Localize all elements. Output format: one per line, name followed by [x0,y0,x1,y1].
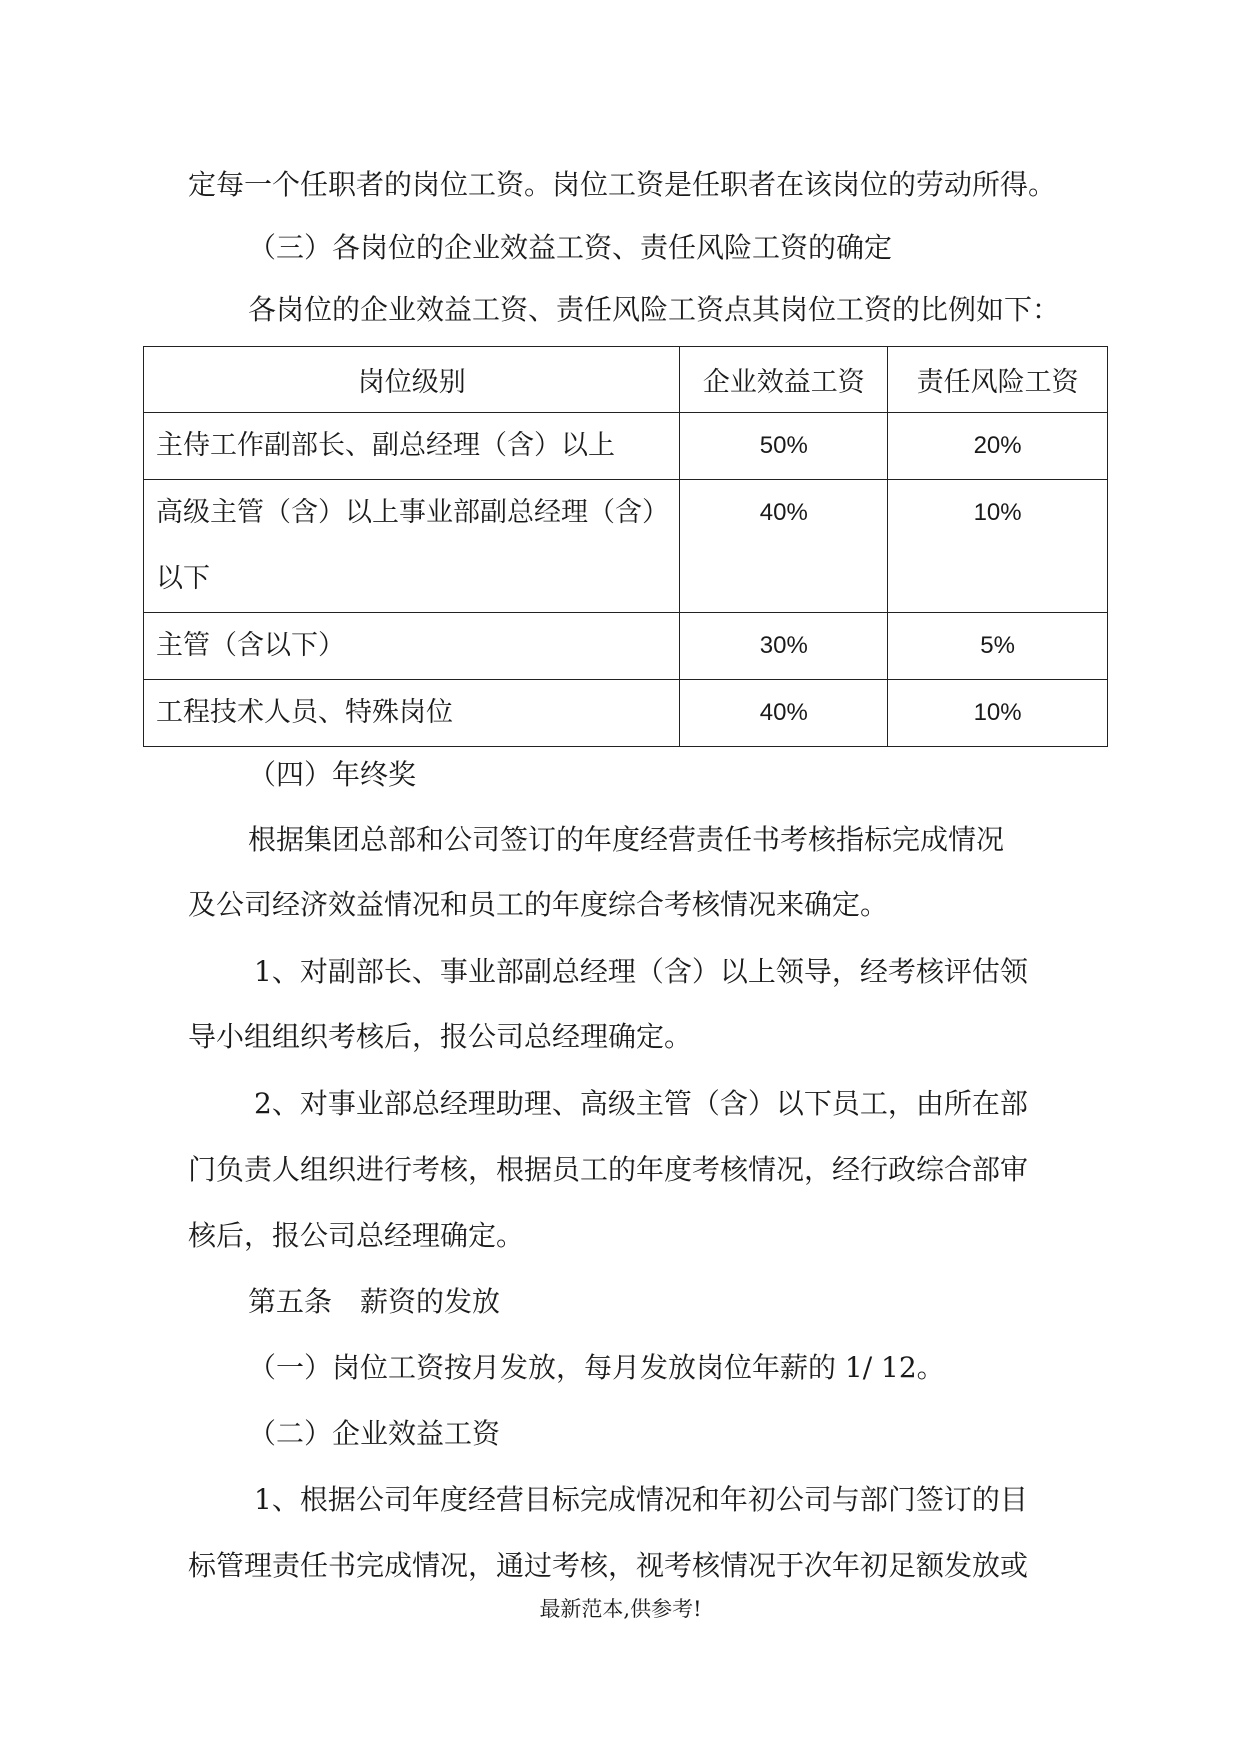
section-heading: （三）各岗位的企业效益工资、责任风险工资的确定 [248,231,893,264]
table-header-cell: 企业效益工资 [680,347,888,413]
risk-ratio-cell: 20% [888,413,1108,480]
article-heading: 第五条 薪资的发放 [248,1285,501,1318]
table-row [144,413,1108,480]
salary-ratio-table [143,346,1108,747]
risk-ratio-cell: 10% [888,680,1108,747]
paragraph-text: 各岗位的企业效益工资、责任风险工资点其岗位工资的比例如下： [248,293,1061,326]
benefit-ratio-cell: 40% [680,680,888,747]
table-row [144,680,1108,747]
benefit-ratio-cell: 30% [680,613,888,680]
page-footer: 最新范本,供参考! [539,1597,702,1621]
paragraph-text: 2、对事业部总经理助理、高级主管（含）以下员工，由所在部 [254,1087,1028,1120]
paragraph-text: 根据集团总部和公司签订的年度经营责任书考核指标完成情况 [248,823,1005,856]
post-level-cell: 主管（含以下） [144,613,680,680]
paragraph-text: 及公司经济效益情况和员工的年度综合考核情况来确定。 [188,888,889,921]
post-level-cell: 工程技术人员、特殊岗位 [144,680,680,747]
post-level-cell: 高级主管（含）以上事业部副总经理（含）以下 [144,480,680,613]
paragraph-text: 门负责人组织进行考核，根据员工的年度考核情况，经行政综合部审 [188,1153,1029,1186]
table-row [144,480,1108,613]
table-row [144,613,1108,680]
risk-ratio-cell: 5% [888,613,1108,680]
paragraph-text: 导小组组织考核后，报公司总经理确定。 [188,1020,693,1053]
table-header-cell: 岗位级别 [144,347,680,413]
paragraph-text: （一）岗位工资按月发放，每月发放岗位年薪的 1/ 12。 [248,1351,945,1384]
paragraph-text: 1、根据公司年度经营目标完成情况和年初公司与部门签订的目 [254,1483,1028,1516]
paragraph-text: 标管理责任书完成情况，通过考核，视考核情况于次年初足额发放或 [188,1549,1029,1582]
benefit-ratio-cell: 50% [680,413,888,480]
risk-ratio-cell: 10% [888,480,1108,613]
section-heading: （二）企业效益工资 [248,1417,501,1450]
paragraph-text: 定每一个任职者的岗位工资。岗位工资是任职者在该岗位的劳动所得。 [188,168,1057,201]
table-header-row [144,347,1108,413]
paragraph-text: 核后，报公司总经理确定。 [188,1219,525,1252]
section-heading: （四）年终奖 [248,758,417,791]
table-header-cell: 责任风险工资 [888,347,1108,413]
benefit-ratio-cell: 40% [680,480,888,613]
post-level-cell: 主侍工作副部长、副总经理（含）以上 [144,413,680,480]
paragraph-text: 1、对副部长、事业部副总经理（含）以上领导，经考核评估领 [254,955,1028,988]
